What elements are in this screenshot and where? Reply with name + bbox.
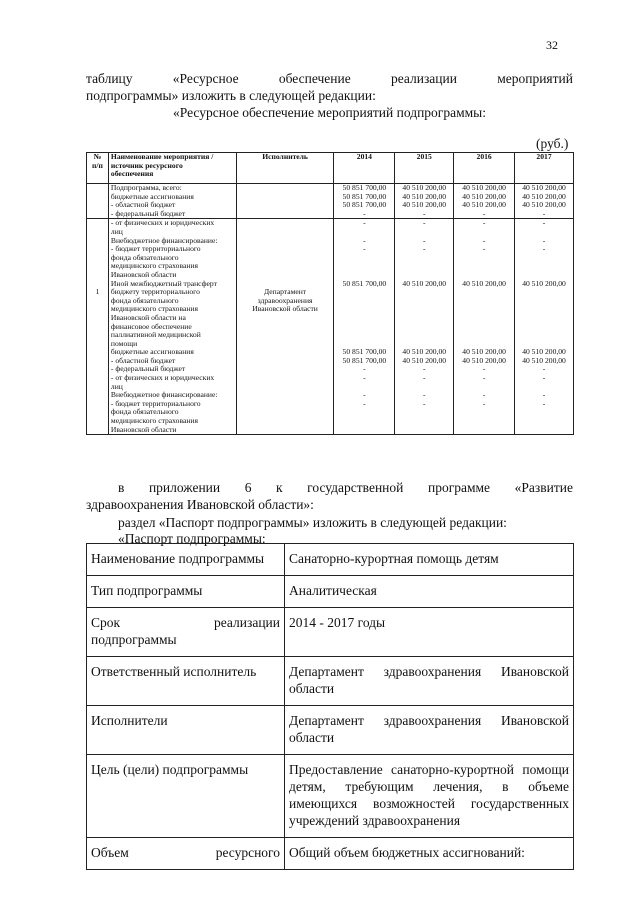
passport-value: Департамент здравоохранения Ивановской области xyxy=(285,657,574,706)
word: программе xyxy=(427,480,491,495)
item-number-text: 1 xyxy=(95,288,100,297)
line-spacer xyxy=(336,340,392,349)
cell-value: - xyxy=(363,209,366,218)
item-values-2017 xyxy=(515,219,574,435)
row-label: Подпрограмма, всего: xyxy=(110,184,182,192)
cell-value: 40 510 200,00 xyxy=(462,184,506,192)
line-spacer xyxy=(456,288,512,297)
line-spacer xyxy=(517,254,571,263)
line-spacer xyxy=(397,323,451,332)
line-spacer xyxy=(397,314,451,323)
row-label: бюджету территориального xyxy=(110,288,200,297)
line-spacer xyxy=(336,288,392,297)
line-spacer xyxy=(336,262,392,271)
table-row-total xyxy=(87,184,574,219)
cell-value: - xyxy=(482,365,486,374)
line-spacer xyxy=(397,254,451,263)
cell-value: - xyxy=(482,374,486,383)
line-spacer xyxy=(397,340,451,349)
page-number: 32 xyxy=(546,38,558,52)
row-label: - областной бюджет xyxy=(110,201,176,210)
cell-value: - xyxy=(422,209,426,218)
passport-row xyxy=(87,838,574,870)
total-labels xyxy=(108,184,236,219)
word: приложении xyxy=(148,480,221,495)
header-executor: Исполнитель xyxy=(236,153,334,184)
cell-value: 40 510 200,00 xyxy=(462,192,506,201)
header-year: 2015 xyxy=(395,153,454,184)
cell-value: - xyxy=(363,399,366,408)
line-spacer xyxy=(517,288,571,297)
passport-value: Санаторно-курортная помощь детям xyxy=(285,544,574,576)
item-executor xyxy=(236,219,334,435)
line-spacer xyxy=(397,305,451,314)
total-values-2015 xyxy=(395,184,454,219)
line-spacer xyxy=(456,340,512,349)
total-values-2014 xyxy=(334,184,395,219)
line-spacer xyxy=(336,323,392,332)
line-spacer xyxy=(336,297,392,306)
row-label: фонда обязательного xyxy=(110,408,179,417)
cell-value: 40 510 200,00 xyxy=(522,184,566,192)
line-spacer xyxy=(456,271,512,280)
line-spacer xyxy=(456,297,512,306)
line-spacer xyxy=(397,228,451,237)
row-label: медицинского страхования xyxy=(110,417,198,426)
cell-value: 40 510 200,00 xyxy=(522,356,566,365)
cell-value: - xyxy=(363,245,366,254)
line-spacer xyxy=(239,245,332,254)
table-caption: «Ресурсное обеспечение мероприятий подпрограммы: xyxy=(173,105,486,120)
line-spacer xyxy=(456,408,512,417)
row-label: помощи xyxy=(110,339,138,348)
cell-value: - xyxy=(363,236,366,245)
line-spacer xyxy=(89,280,106,289)
line-spacer xyxy=(397,426,451,435)
line-spacer xyxy=(89,271,106,280)
cell-value: 40 510 200,00 xyxy=(402,356,447,365)
row-label: Внебюджетное финансирование: xyxy=(110,236,218,245)
cell-value: - xyxy=(542,374,546,383)
cell-value: - xyxy=(542,391,546,400)
cell-value: - xyxy=(542,219,546,228)
passport-key: Ответственный исполнитель xyxy=(87,657,285,706)
executor-line: Департамент xyxy=(264,288,307,297)
cell-value: - xyxy=(482,399,486,408)
passport-key: Исполнители xyxy=(87,706,285,755)
line-spacer xyxy=(336,426,392,435)
line-spacer xyxy=(239,219,332,228)
appendix-line-3: раздел «Паспорт подпрограммы» изложить в следующей редакции: xyxy=(118,515,507,530)
cell-value: - xyxy=(542,245,546,254)
line-spacer xyxy=(397,297,451,306)
line-spacer xyxy=(517,305,571,314)
appendix-line-4: «Паспорт подпрограммы: xyxy=(118,531,266,546)
executor-line: здравоохранения xyxy=(257,296,313,305)
line-spacer xyxy=(336,408,392,417)
line-spacer xyxy=(456,262,512,271)
line-spacer xyxy=(456,426,512,435)
resource-table xyxy=(86,152,574,435)
line-spacer xyxy=(517,426,571,435)
total-values-2016 xyxy=(454,184,515,219)
row-label: - от физических и юридических xyxy=(110,219,215,228)
passport-key: Срок реализации подпрограммы xyxy=(87,608,285,657)
row-label: паллиативной медицинской xyxy=(110,331,201,340)
cell-value: - xyxy=(542,365,546,374)
cell-value: - xyxy=(363,374,366,383)
line-spacer xyxy=(517,417,571,426)
row-label: фонда обязательного xyxy=(110,253,179,262)
item-number xyxy=(87,219,109,435)
line-spacer xyxy=(89,262,106,271)
row-label: Ивановской области xyxy=(110,270,177,279)
passport-value: Предоставление санаторно-курортной помощи детям, требующим лечения, в объеме имеющихся возможностей государственных учреждений здравоохранения xyxy=(285,755,574,838)
cell-value: - xyxy=(422,391,426,400)
passport-value: 2014 - 2017 годы xyxy=(285,608,574,657)
line-spacer xyxy=(397,262,451,271)
line-spacer xyxy=(517,383,571,392)
cell-value: - xyxy=(422,245,426,254)
line-spacer xyxy=(239,280,332,289)
row-label: Внебюджетное финансирование: xyxy=(110,391,218,400)
cell-value: 40 510 200,00 xyxy=(402,348,447,357)
header-year: 2017 xyxy=(515,153,574,184)
row-label: - бюджет территориального xyxy=(110,399,201,408)
row-label: Ивановской области xyxy=(110,425,177,434)
cell-value: 40 510 200,00 xyxy=(402,192,447,201)
passport-row xyxy=(87,706,574,755)
line-spacer xyxy=(336,417,392,426)
line-spacer xyxy=(89,254,106,263)
total-values-2017 xyxy=(515,184,574,219)
cell-value: - xyxy=(422,399,426,408)
item-values-2014 xyxy=(334,219,395,435)
line-spacer xyxy=(397,271,451,280)
line-spacer xyxy=(517,408,571,417)
line-spacer xyxy=(89,245,106,254)
row-label: фонда обязательного xyxy=(110,296,179,305)
cell-value: - xyxy=(422,365,426,374)
line-spacer xyxy=(336,331,392,340)
line-spacer xyxy=(89,219,106,228)
cell-value: - xyxy=(542,209,546,218)
intro-line-1 xyxy=(86,70,573,87)
header-year: 2016 xyxy=(454,153,515,184)
row-label: лиц xyxy=(110,382,123,391)
row-label: - от физических и юридических xyxy=(110,374,215,383)
cell-value: 40 510 200,00 xyxy=(522,279,566,288)
line-spacer xyxy=(397,331,451,340)
word: «Ресурсное xyxy=(172,71,239,86)
row-label: лиц xyxy=(110,227,123,236)
row-label: Ивановской области на xyxy=(110,313,186,322)
cell-value: - xyxy=(363,365,366,374)
cell-value: - xyxy=(482,209,486,218)
line-spacer xyxy=(397,383,451,392)
cell-value: - xyxy=(542,399,546,408)
intro-line-2: подпрограммы» изложить в следующей редакции: xyxy=(86,88,376,103)
cell-value: - xyxy=(422,374,426,383)
cell-value: 40 510 200,00 xyxy=(522,348,566,357)
passport-row xyxy=(87,755,574,838)
line-spacer xyxy=(336,228,392,237)
line-spacer xyxy=(336,383,392,392)
cell-value: 50 851 700,00 xyxy=(342,192,387,201)
header-year: 2014 xyxy=(334,153,395,184)
word: обеспечение xyxy=(278,71,351,86)
row-label: - федеральный бюджет xyxy=(110,365,186,374)
line-spacer xyxy=(336,314,392,323)
line-spacer xyxy=(456,323,512,332)
item-values-2016 xyxy=(454,219,515,435)
cell-value: - xyxy=(422,219,426,228)
passport-key: Цель (цели) подпрограммы xyxy=(87,755,285,838)
cell-value: 40 510 200,00 xyxy=(462,279,506,288)
word: государственной xyxy=(307,480,404,495)
row-label: финансовое обеспечение xyxy=(110,322,192,331)
passport-key: Тип подпрограммы xyxy=(87,576,285,608)
cell-value: 50 851 700,00 xyxy=(342,356,387,365)
cell-value: 50 851 700,00 xyxy=(342,184,387,192)
appendix-line-1 xyxy=(86,479,573,496)
line-spacer xyxy=(517,271,571,280)
line-spacer xyxy=(456,331,512,340)
cell-value: 40 510 200,00 xyxy=(462,201,506,210)
cell-value: 50 851 700,00 xyxy=(342,348,387,357)
passport-table xyxy=(86,543,574,870)
line-spacer xyxy=(517,228,571,237)
cell-value: - xyxy=(482,219,486,228)
cell-value: - xyxy=(482,391,486,400)
row-label: - федеральный бюджет xyxy=(110,209,186,218)
cell-value: 40 510 200,00 xyxy=(402,279,447,288)
line-spacer xyxy=(397,408,451,417)
word: таблицу xyxy=(86,71,133,86)
line-spacer xyxy=(336,305,392,314)
cell-value: 40 510 200,00 xyxy=(402,201,447,210)
word: мероприятий xyxy=(497,71,573,86)
cell-value: - xyxy=(482,236,486,245)
row-label: Иной межбюджетный трансферт xyxy=(110,279,217,288)
line-spacer xyxy=(89,237,106,246)
row-label: медицинского страхования xyxy=(110,305,198,314)
line-spacer xyxy=(239,228,332,237)
header-name: Наименование мероприятия / источник ресурсного обеспечения xyxy=(108,153,236,184)
line-spacer xyxy=(517,262,571,271)
passport-value: Департамент здравоохранения Ивановской области xyxy=(285,706,574,755)
passport-key: Наименование подпрограммы xyxy=(87,544,285,576)
item-labels xyxy=(108,219,236,435)
executor-line: Ивановской области xyxy=(252,305,318,314)
line-spacer xyxy=(239,254,332,263)
cell-value: 40 510 200,00 xyxy=(522,201,566,210)
line-spacer xyxy=(397,417,451,426)
cell-value: 50 851 700,00 xyxy=(342,279,387,288)
word: «Развитие xyxy=(514,480,573,495)
word: в xyxy=(118,480,125,495)
line-spacer xyxy=(517,314,571,323)
word: к xyxy=(276,480,283,495)
line-spacer xyxy=(239,262,332,271)
passport-value: Общий объем бюджетных ассигнований: xyxy=(285,838,574,870)
cell-value: - xyxy=(542,236,546,245)
line-spacer xyxy=(517,323,571,332)
line-spacer xyxy=(89,228,106,237)
row-label: - областной бюджет xyxy=(110,356,176,365)
row-label: медицинского страхования xyxy=(110,262,198,271)
line-spacer xyxy=(456,417,512,426)
appendix-line-2: здравоохранения Ивановской области»: xyxy=(86,497,314,512)
word: реализации xyxy=(390,71,457,86)
passport-row xyxy=(87,608,574,657)
line-spacer xyxy=(517,331,571,340)
cell-value: - xyxy=(363,391,366,400)
cell-value: 50 851 700,00 xyxy=(342,201,387,210)
line-spacer xyxy=(517,297,571,306)
cell-value: - xyxy=(422,236,426,245)
passport-row xyxy=(87,544,574,576)
line-spacer xyxy=(456,383,512,392)
line-spacer xyxy=(239,237,332,246)
cell-value: - xyxy=(482,245,486,254)
row-label: - бюджет территориального xyxy=(110,245,201,254)
line-spacer xyxy=(336,254,392,263)
passport-row xyxy=(87,576,574,608)
cell-value: 40 510 200,00 xyxy=(462,356,506,365)
line-spacer xyxy=(456,228,512,237)
unit-label: (руб.) xyxy=(536,136,569,151)
word: 6 xyxy=(244,480,252,495)
passport-value: Аналитическая xyxy=(285,576,574,608)
cell-value: 40 510 200,00 xyxy=(462,348,506,357)
row-label: бюджетные ассигнования xyxy=(110,192,194,201)
line-spacer xyxy=(456,314,512,323)
line-spacer xyxy=(517,340,571,349)
passport-row xyxy=(87,657,574,706)
table-header-row xyxy=(87,153,574,184)
cell-value: 40 510 200,00 xyxy=(522,192,566,201)
line-spacer xyxy=(397,288,451,297)
cell-value: - xyxy=(363,219,366,228)
line-spacer xyxy=(456,254,512,263)
table-row-item xyxy=(87,219,574,435)
cell-value: 40 510 200,00 xyxy=(402,184,447,192)
line-spacer xyxy=(456,305,512,314)
passport-key: Объем ресурсного xyxy=(87,838,285,870)
line-spacer xyxy=(336,271,392,280)
line-spacer xyxy=(239,271,332,280)
item-values-2015 xyxy=(395,219,454,435)
row-label: бюджетные ассигнования xyxy=(110,348,194,357)
header-num: № п/п xyxy=(87,153,109,184)
